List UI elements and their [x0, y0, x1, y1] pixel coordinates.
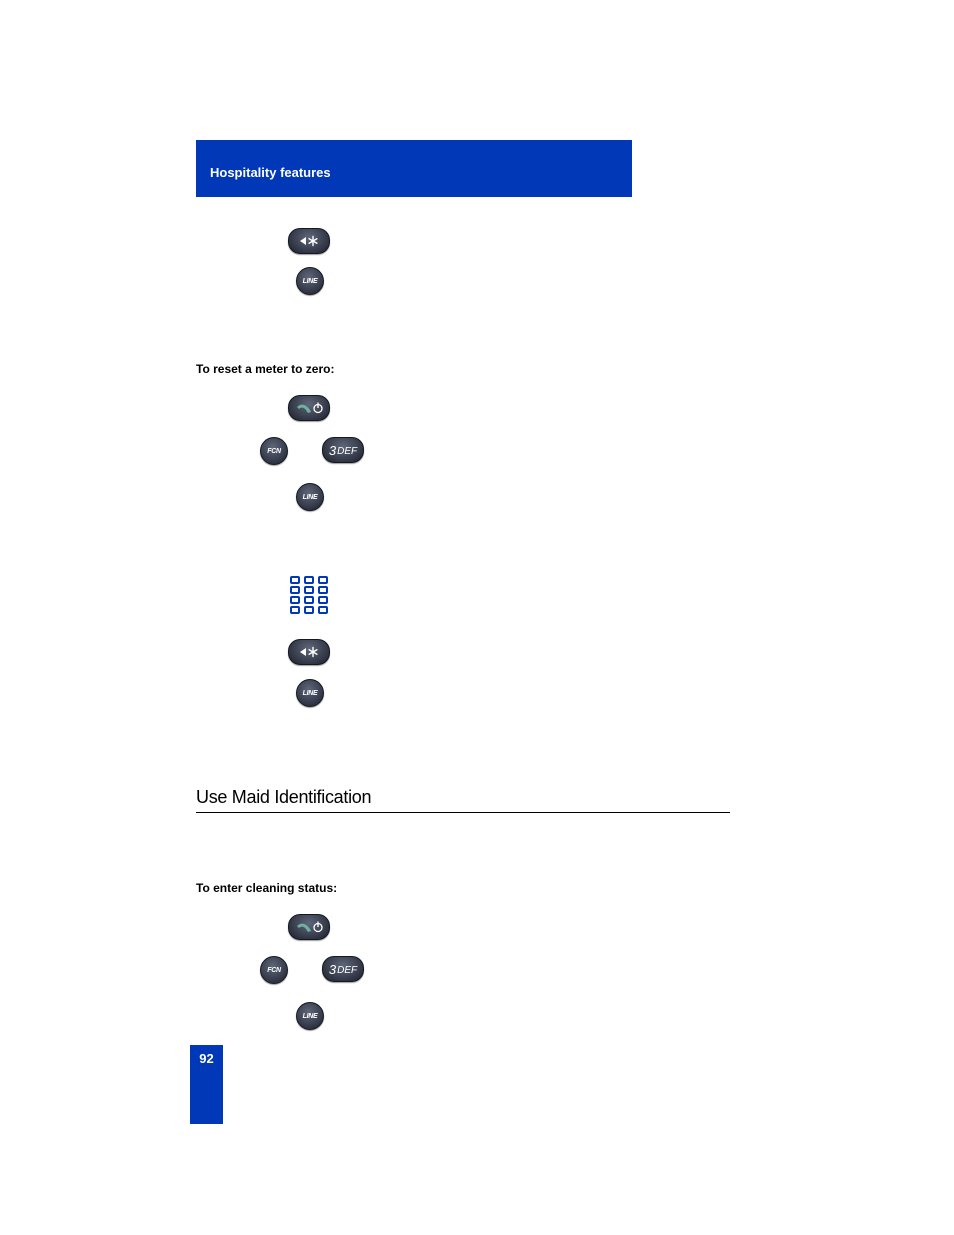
line-key-label: LINE: [302, 277, 318, 285]
page-number: 92: [199, 1051, 214, 1066]
line-key-label: LINE: [302, 1012, 318, 1020]
step-label-reset-meter: To reset a meter to zero:: [196, 362, 335, 376]
back-star-icon: [289, 640, 329, 664]
handsfree-power-icon: [289, 396, 329, 420]
line-key[interactable]: [296, 1002, 324, 1030]
line-key[interactable]: [296, 483, 324, 511]
digit-3-number: 3: [328, 442, 337, 458]
line-key[interactable]: [296, 267, 324, 295]
digit-3-letters: DEF: [337, 964, 358, 976]
digit-3-number: 3: [328, 961, 337, 977]
back-star-key[interactable]: [288, 228, 330, 254]
dialpad-icon: [290, 576, 330, 616]
page-number-tab: [190, 1045, 223, 1124]
handsfree-key[interactable]: [288, 395, 330, 421]
line-key-label: LINE: [302, 493, 318, 501]
section-heading: Use Maid Identification: [196, 787, 730, 813]
handsfree-power-icon: [289, 915, 329, 939]
back-star-icon: [289, 229, 329, 253]
handsfree-key[interactable]: [288, 914, 330, 940]
fcn-key-label: FCN: [267, 966, 281, 974]
digit-3-key[interactable]: [322, 956, 364, 982]
step-label-cleaning-status: To enter cleaning status:: [196, 881, 338, 895]
back-star-key[interactable]: [288, 639, 330, 665]
line-key[interactable]: [296, 679, 324, 707]
digit-3-letters: DEF: [337, 445, 358, 457]
header-title: Hospitality features: [210, 165, 331, 180]
fcn-key-label: FCN: [267, 447, 281, 455]
fcn-key[interactable]: [260, 956, 288, 984]
header-band: [196, 140, 632, 197]
fcn-key[interactable]: [260, 437, 288, 465]
line-key-label: LINE: [302, 689, 318, 697]
digit-3-key[interactable]: [322, 437, 364, 463]
